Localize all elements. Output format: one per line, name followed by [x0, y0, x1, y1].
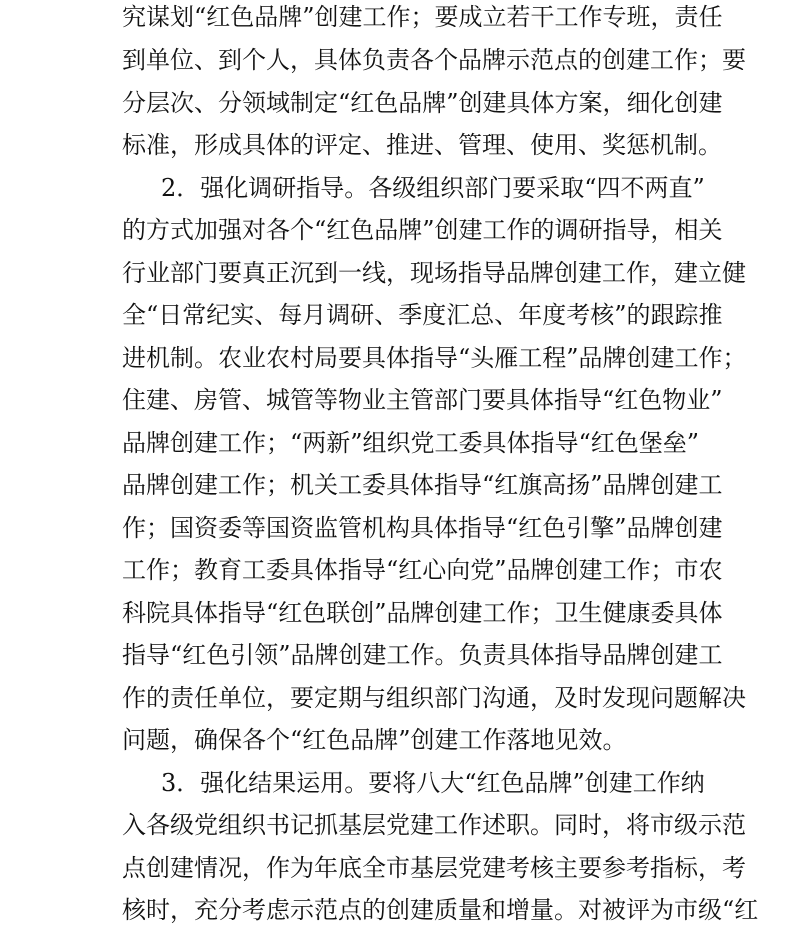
text-line: 指导“红色引领”品牌创建工作。负责具体指导品牌创建工	[122, 641, 723, 669]
text-line: 入各级党组织书记抓基层党建工作述职。同时，将市级示范	[122, 811, 746, 839]
text-line: 住建、房管、城管等物业主管部门要具体指导“红色物业”	[122, 386, 723, 414]
section-heading-line: 3．强化结果运用。要将八大“红色品牌”创建工作纳	[161, 769, 705, 797]
text-line: 工作；教育工委具体指导“红心向党”品牌创建工作；市农	[122, 556, 723, 584]
section-heading-line: 2．强化调研指导。各级组织部门要采取“四不两直”	[161, 174, 705, 202]
text-line: 点创建情况，作为年底全市基层党建考核主要参考指标，考	[122, 854, 746, 882]
text-line: 核时，充分考虑示范点的创建质量和增量。对被评为市级“红	[122, 896, 759, 924]
text-line: 作的责任单位，要定期与组织部门沟通，及时发现问题解决	[122, 684, 746, 712]
text-line: 的方式加强对各个“红色品牌”创建工作的调研指导，相关	[122, 216, 723, 244]
text-line: 进机制。农业农村局要具体指导“头雁工程”品牌创建工作；	[122, 344, 747, 372]
text-line: 问题，确保各个“红色品牌”创建工作落地见效。	[122, 726, 627, 754]
text-line: 到单位、到个人，具体负责各个品牌示范点的创建工作；要	[122, 46, 746, 74]
text-line: 究谋划“红色品牌”创建工作；要成立若干工作专班，责任	[122, 3, 723, 31]
text-line: 品牌创建工作；机关工委具体指导“红旗高扬”品牌创建工	[122, 471, 723, 499]
text-line: 分层次、分领域制定“红色品牌”创建具体方案，细化创建	[122, 89, 723, 117]
text-line: 标准，形成具体的评定、推进、管理、使用、奖惩机制。	[122, 131, 722, 159]
text-line: 科院具体指导“红色联创”品牌创建工作；卫生健康委具体	[122, 599, 723, 627]
text-line: 品牌创建工作；“两新”组织党工委具体指导“红色堡垒”	[122, 429, 700, 457]
text-line: 行业部门要真正沉到一线，现场指导品牌创建工作，建立健	[122, 259, 746, 287]
text-line: 全“日常纪实、每月调研、季度汇总、年度考核”的跟踪推	[122, 301, 723, 329]
text-line: 作；国资委等国资监管机构具体指导“红色引擎”品牌创建	[122, 514, 723, 542]
